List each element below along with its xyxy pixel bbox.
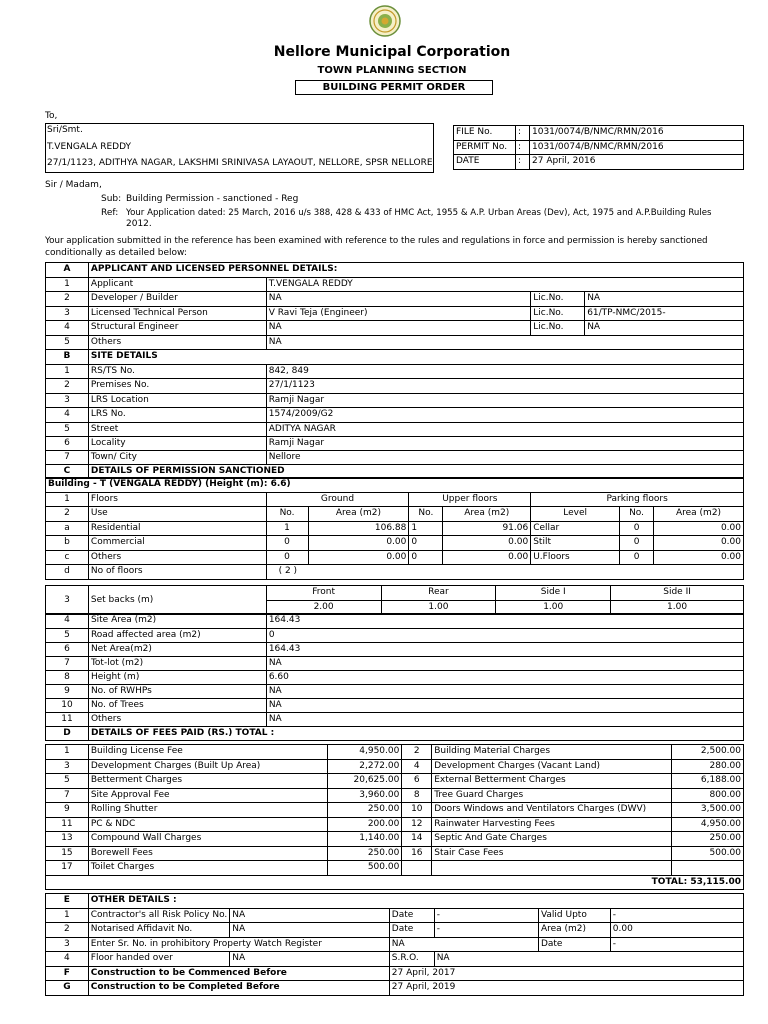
commence-date: 27 April, 2017 [389, 966, 743, 981]
complete-label: Construction to be Completed Before [88, 981, 389, 996]
table-row: 7 Site Approval Fee 3,960.00 8 Tree Guard Charges 800.00 [46, 788, 744, 803]
table-row: 3 LRS Location Ramji Nagar [46, 393, 744, 408]
table-row: 3 Licensed Technical Person V Ravi Teja (Engineer) Lic.No. 61/TP-NMC/2015- [46, 306, 744, 321]
date-value: 27 April, 2016 [530, 155, 744, 170]
permit-no-label: PERMIT No. [454, 140, 516, 155]
table-row: 11 Others NA [46, 712, 744, 726]
fees-total: TOTAL: 53,115.00 [46, 875, 744, 890]
table-row: 1 Contractor's all Risk Policy No. NA Date - Valid Upto - [46, 908, 744, 923]
to-label: To, [45, 111, 58, 121]
fees-table [45, 744, 744, 890]
reference-line1: Your Application dated: 25 March, 2016 u/s 388, 428 & 433 of HMC Act, 1955 & A.P. Urban Areas (Dev), Act, 1975 and A.P.Building Rules [126, 208, 712, 218]
table-row: 7 Town/ City Nellore [46, 450, 744, 464]
table-row: 10 No. of Trees NA [46, 698, 744, 712]
section-title: DETAILS OF PERMISSION SANCTIONED [88, 464, 743, 479]
section-code: A [46, 263, 89, 278]
section-title: DETAILS OF FEES PAID (RS.) TOTAL : [88, 726, 743, 741]
greeting: Sir / Madam, [45, 180, 102, 190]
section-code: E [46, 894, 89, 909]
table-row: 4 Structural Engineer NA Lic.No. NA [46, 321, 744, 336]
table-row: 13 Compound Wall Charges 1,140.00 14 Septic And Gate Charges 250.00 [46, 832, 744, 847]
sep: : [516, 126, 530, 141]
table-row: 15 Borewell Fees 250.00 16 Stair Case Fees 500.00 [46, 846, 744, 861]
section-code: B [46, 350, 89, 365]
section-code: D [46, 726, 89, 741]
table-row: 2 Premises No. 27/1/1123 [46, 379, 744, 394]
section-e-table [45, 893, 744, 996]
document-title: BUILDING PERMIT ORDER [295, 80, 493, 95]
table-row: 3 Development Charges (Built Up Area) 2,272.00 4 Development Charges (Vacant Land) 280.00 [46, 759, 744, 774]
table-row: 1 Building License Fee 4,950.00 2 Building Material Charges 2,500.00 [46, 745, 744, 760]
permit-no-value: 1031/0074/B/NMC/RMN/2016 [530, 140, 744, 155]
table-row: 4 LRS No. 1574/2009/G2 [46, 408, 744, 423]
section-c-rows-table [45, 613, 744, 741]
table-row: b Commercial 0 0.00 0 0.00 Stilt 0 0.00 [46, 536, 744, 551]
ref-label: Ref: [101, 208, 119, 218]
table-row: 4 Floor handed over NA S.R.O. NA [46, 952, 744, 967]
table-row: 5 Street ADITYA NAGAR [46, 422, 744, 436]
section-code: F [46, 966, 89, 981]
government-emblem-icon [369, 4, 401, 38]
table-row: 5 Betterment Charges 20,625.00 6 External Betterment Charges 6,188.00 [46, 774, 744, 789]
body-line2: conditionally as detailed below: [45, 248, 187, 258]
sep: : [516, 140, 530, 155]
applicant-name: T.VENGALA REDDY [47, 142, 132, 152]
commence-label: Construction to be Commenced Before [88, 966, 389, 981]
section-title: SITE DETAILS [88, 350, 743, 365]
applicant-address: 27/1/1123, ADITHYA NAGAR, LAKSHMI SRINIVASA LAYAOUT, NELLORE, SPSR NELLORE [47, 158, 433, 168]
table-row: 4 Site Area (m2) 164.43 [46, 614, 744, 629]
reference-line2: 2012. [126, 219, 152, 229]
table-row: c Others 0 0.00 0 0.00 U.Floors 0 0.00 [46, 550, 744, 565]
table-row: 5 Others NA [46, 335, 744, 350]
section-title: APPLICANT AND LICENSED PERSONNEL DETAILS: [88, 263, 743, 278]
file-info-table [453, 125, 744, 170]
table-row: a Residential 1 106.88 1 91.06 Cellar 0 0.00 [46, 521, 744, 536]
section-c-table: Building - T (VENGALA REDDY) (Height (m): 6.6) 1 Floors Ground Upper floors Parking floors 2 Use No. Area (m2) No. Area (m2) Level No. Area (m2) a Residential 1 106.88 1 91.06 Cellar 0 0.00 b Commercial 0 0.00 0 0.00 Stilt 0 0.00 c Others 0 0.00 0 0.00 U.Floors 0 0.00 d No of floors ( 2 ) [45, 477, 744, 580]
file-no-value: 1031/0074/B/NMC/RMN/2016 [530, 126, 744, 141]
table-row: 8 Height (m) 6.60 [46, 670, 744, 684]
table-row: 9 Rolling Shutter 250.00 10 Doors Windows and Ventilators Charges (DWV) 3,500.00 [46, 803, 744, 818]
date-label: DATE [454, 155, 516, 170]
body-line1: Your application submitted in the reference has been examined with reference to the rules and regulations in force and permission is hereby sanctioned [45, 236, 708, 246]
sep: : [516, 155, 530, 170]
file-no-label: FILE No. [454, 126, 516, 141]
section-code: G [46, 981, 89, 996]
table-row: 17 Toilet Charges 500.00 [46, 861, 744, 876]
table-row: 9 No. of RWHPs NA [46, 684, 744, 698]
table-row: 6 Locality Ramji Nagar [46, 436, 744, 450]
building-title: Building - T (VENGALA REDDY) (Height (m): 6.6) [46, 478, 744, 493]
complete-date: 27 April, 2019 [389, 981, 743, 996]
setbacks-table: 3 Set backs (m) Front Rear Side I Side II 2.00 1.00 1.00 1.00 [45, 585, 744, 615]
salutation: Sri/Smt. [47, 125, 83, 135]
table-row: 6 Net Area(m2) 164.43 [46, 642, 744, 656]
org-name: Nellore Municipal Corporation [273, 44, 511, 60]
table-row: 2 Developer / Builder NA Lic.No. NA [46, 292, 744, 307]
section-name: TOWN PLANNING SECTION [317, 65, 467, 76]
table-row: 2 Notarised Affidavit No. NA Date - Area (m2) 0.00 [46, 923, 744, 938]
table-row: 3 Enter Sr. No. in prohibitory Property Watch Register NA Date - [46, 937, 744, 952]
table-row: 5 Road affected area (m2) 0 [46, 628, 744, 642]
table-row: 1 Applicant T.VENGALA REDDY [46, 277, 744, 292]
section-title: OTHER DETAILS : [88, 894, 743, 909]
section-a-b-table [45, 262, 744, 479]
sub-label: Sub: [101, 194, 122, 204]
section-code: C [46, 464, 89, 479]
table-row: 11 PC & NDC 200.00 12 Rainwater Harvesting Fees 4,950.00 [46, 817, 744, 832]
subject: Building Permission - sanctioned - Reg [126, 194, 299, 204]
table-row: 1 RS/TS No. 842, 849 [46, 364, 744, 379]
table-row: 7 Tot-lot (m2) NA [46, 656, 744, 670]
